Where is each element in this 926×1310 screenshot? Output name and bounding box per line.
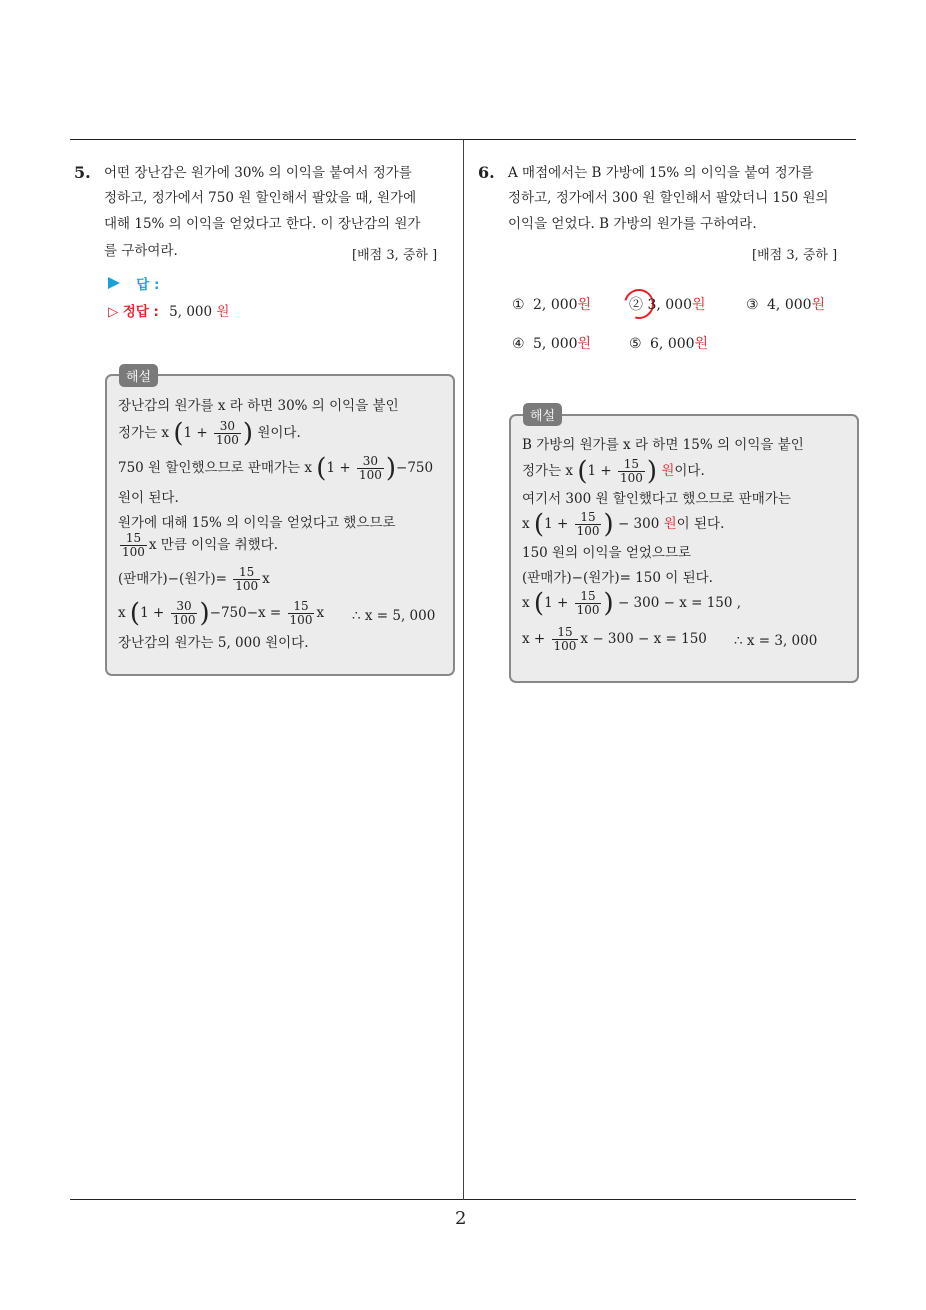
solution-text: (판매가)−(원가)= xyxy=(118,571,227,587)
solution-result: ∴ x = 3, 000 xyxy=(734,633,818,649)
numerator: 15 xyxy=(288,600,315,614)
solution-text: x + xyxy=(522,631,546,647)
solution-text: 정가는 x xyxy=(118,425,170,441)
fraction xyxy=(357,455,384,482)
denominator: 100 xyxy=(172,613,196,627)
answer-row xyxy=(108,273,159,293)
question-text-line: 이익을 얻었다. B 가방의 원가를 구하여라. xyxy=(508,216,757,232)
paren: ( xyxy=(533,509,545,540)
answer-label: 답 : xyxy=(136,277,160,293)
solution-tag: 해설 xyxy=(523,403,562,426)
option-2[interactable] xyxy=(629,294,706,314)
paren: ) xyxy=(385,453,397,484)
numerator: 15 xyxy=(120,532,147,546)
unit-text: 원 xyxy=(661,463,675,479)
option-unit: 원 xyxy=(577,336,592,352)
solution-line xyxy=(522,590,741,617)
numerator: 15 xyxy=(233,566,260,580)
solution-text: x − 300 − x = 150 xyxy=(580,631,707,647)
play-triangle-icon xyxy=(108,277,120,289)
solution-text: 이 된다. xyxy=(676,516,725,532)
question-number: 6. xyxy=(478,163,495,182)
denominator: 100 xyxy=(619,471,643,485)
question-text-line: 정하고, 정가에서 300 원 할인해서 팔았더니 150 원의 xyxy=(508,190,829,206)
option-value: 3, 000 xyxy=(647,297,692,313)
solution-text: − 300 xyxy=(617,516,660,532)
solution-text: 1 + xyxy=(326,460,351,476)
denominator: 100 xyxy=(289,613,313,627)
solution-text: 1 + xyxy=(140,605,165,621)
solution-text: 1 + xyxy=(587,463,612,479)
solution-text: 원이다. xyxy=(257,425,301,441)
option-unit: 원 xyxy=(811,297,826,313)
option-5[interactable] xyxy=(629,333,708,353)
solution-line xyxy=(118,532,278,559)
numerator: 15 xyxy=(552,626,579,640)
question-text-line: 를 구하여라. xyxy=(104,243,178,259)
page-number: 2 xyxy=(455,1208,467,1229)
fraction xyxy=(214,420,241,447)
denominator: 100 xyxy=(576,603,600,617)
fraction xyxy=(618,458,645,485)
solution-line xyxy=(118,420,301,447)
solution-line xyxy=(522,511,724,538)
solution-text: x xyxy=(522,516,530,532)
option-mark: ① xyxy=(512,297,525,313)
solution-text: 750 원 할인했으므로 판매가는 x xyxy=(118,460,312,476)
solution-line: 원이 된다. xyxy=(118,490,179,506)
fraction xyxy=(288,600,315,627)
option-value: 2, 000 xyxy=(533,297,578,313)
solution-text: x xyxy=(262,571,270,587)
denominator: 100 xyxy=(215,433,239,447)
denominator: 100 xyxy=(358,468,382,482)
numerator: 30 xyxy=(357,455,384,469)
paren: ( xyxy=(316,453,327,484)
solution-text: 1 + xyxy=(544,595,569,611)
option-value: 5, 000 xyxy=(533,336,578,352)
paren: ( xyxy=(129,598,141,629)
paren: ( xyxy=(533,588,545,619)
option-unit: 원 xyxy=(691,297,706,313)
solution-line: 장난감의 원가를 x 라 하면 30% 의 이익을 붙인 xyxy=(118,398,399,414)
column-divider xyxy=(463,140,464,1200)
paren: ) xyxy=(646,456,658,487)
option-3[interactable] xyxy=(746,294,825,314)
paren: ) xyxy=(603,588,614,619)
fraction xyxy=(552,626,579,653)
option-1[interactable] xyxy=(512,294,591,314)
fraction xyxy=(120,532,147,559)
solution-text: 이다. xyxy=(674,463,705,479)
solution-text: x xyxy=(316,605,325,621)
numerator: 15 xyxy=(575,590,602,604)
option-mark: ④ xyxy=(512,336,525,352)
paren: ) xyxy=(199,598,210,629)
solution-text: x xyxy=(118,605,126,621)
score-info: [배점 3, 중하 ] xyxy=(352,248,438,263)
question-number: 5. xyxy=(74,163,91,182)
correct-answer-row xyxy=(108,300,229,320)
unit-text: 원 xyxy=(663,516,677,532)
solution-text: 1 + xyxy=(183,425,208,441)
fraction xyxy=(575,590,602,617)
numerator: 15 xyxy=(575,511,602,525)
solution-text: 1 + xyxy=(544,516,569,532)
solution-line: 여기서 300 원 할인했다고 했으므로 판매가는 xyxy=(522,491,791,507)
solution-tag: 해설 xyxy=(119,364,158,387)
numerator: 15 xyxy=(618,458,645,472)
question-text-line: 대해 15% 의 이익을 얻었다고 한다. 이 장난감의 원가 xyxy=(104,216,421,232)
numerator: 30 xyxy=(171,600,198,614)
correct-value: 5, 000 xyxy=(169,304,213,320)
paren: ) xyxy=(603,509,614,540)
paren: ( xyxy=(173,418,184,449)
solution-line: 장난감의 원가는 5, 000 원이다. xyxy=(118,635,309,651)
option-unit: 원 xyxy=(694,336,709,352)
option-unit: 원 xyxy=(577,297,592,313)
paren: ) xyxy=(242,418,254,449)
solution-line xyxy=(118,455,433,482)
solution-line: 원가에 대해 15% 의 이익을 얻었다고 했으므로 xyxy=(118,515,396,531)
outline-triangle-icon: ▷ xyxy=(108,304,119,320)
question-text-line: A 매점에서는 B 가방에 15% 의 이익을 붙여 정가를 xyxy=(508,165,814,181)
solution-text: 정가는 x xyxy=(522,463,574,479)
fraction xyxy=(233,566,260,593)
fraction xyxy=(171,600,198,627)
option-mark: ② xyxy=(629,297,643,313)
denominator: 100 xyxy=(235,579,259,593)
solution-line xyxy=(118,600,324,627)
solution-text: x 만큼 이익을 취했다. xyxy=(148,537,279,553)
solution-line xyxy=(522,626,707,653)
fraction xyxy=(575,511,602,538)
paren: ( xyxy=(577,456,588,487)
solution-text: − 300 − x = 150 , xyxy=(617,595,742,611)
solution-line xyxy=(522,458,705,485)
numerator: 30 xyxy=(214,420,241,434)
option-4[interactable] xyxy=(512,333,591,353)
correct-label: 정답 : xyxy=(122,304,159,320)
solution-line: (판매가)−(원가)= 150 이 된다. xyxy=(522,570,713,586)
denominator: 100 xyxy=(553,639,577,653)
solution-result: ∴ x = 5, 000 xyxy=(352,608,436,624)
solution-line: B 가방의 원가를 x 라 하면 15% 의 이익을 붙인 xyxy=(522,437,804,453)
question-text-line: 정하고, 정가에서 750 원 할인해서 팔았을 때, 원가에 xyxy=(104,190,417,206)
solution-line xyxy=(118,566,270,593)
solution-text: x xyxy=(522,595,530,611)
option-value: 4, 000 xyxy=(767,297,812,313)
denominator: 100 xyxy=(122,545,145,559)
solution-line: 150 원의 이익을 얻었으므로 xyxy=(522,545,692,561)
correct-unit: 원 xyxy=(216,304,230,320)
option-value: 6, 000 xyxy=(650,336,695,352)
option-mark: ③ xyxy=(746,297,759,313)
option-mark: ⑤ xyxy=(629,336,642,352)
solution-text: −750 xyxy=(396,460,434,476)
denominator: 100 xyxy=(576,524,600,538)
question-text-line: 어떤 장난감은 원가에 30% 의 이익을 붙여서 정가를 xyxy=(104,165,412,181)
score-info: [배점 3, 중하 ] xyxy=(752,248,838,263)
solution-text: −750−x = xyxy=(209,605,282,621)
